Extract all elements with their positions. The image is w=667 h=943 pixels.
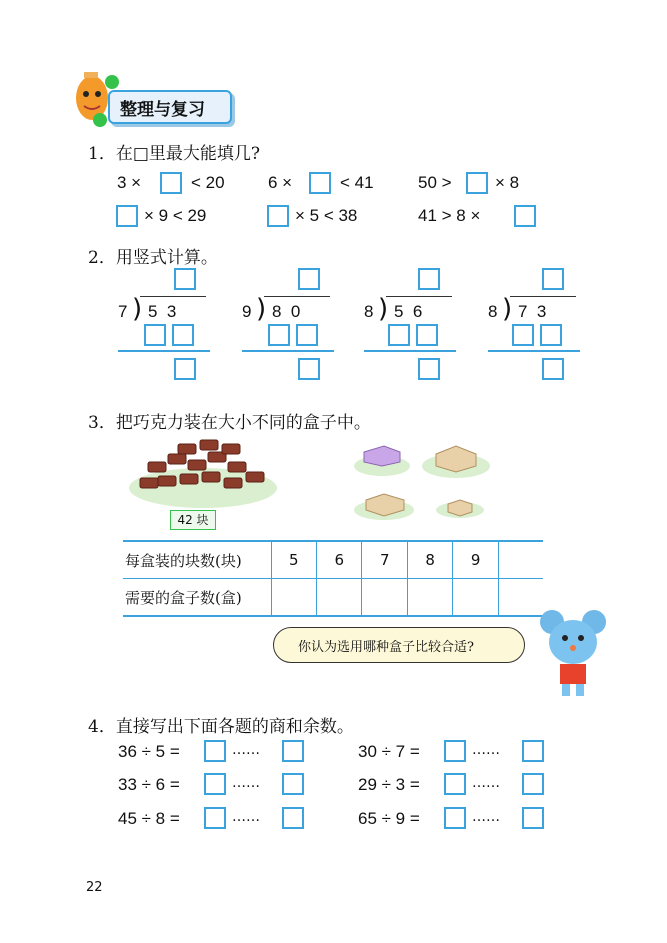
- q1-r2-c: 41 > 8 ×: [418, 206, 481, 225]
- q4-item: 33 ÷ 6 = ……: [118, 773, 318, 799]
- page-title-banner: [108, 90, 232, 124]
- q4-item: 36 ÷ 5 = ……: [118, 740, 318, 766]
- table-cell: 7: [362, 541, 407, 579]
- answer-box[interactable]: [309, 172, 331, 194]
- remainder-box[interactable]: [298, 358, 320, 380]
- row-header: 需要的盒子数(盒): [123, 579, 271, 617]
- answer-cell[interactable]: [453, 579, 498, 617]
- speech-text: 你认为选用哪种盒子比较合适?: [298, 640, 474, 655]
- divisor: 8: [488, 302, 498, 321]
- dividend: 8 0: [272, 302, 301, 321]
- box-table: [123, 540, 543, 617]
- remainder-box[interactable]: [418, 358, 440, 380]
- product-box[interactable]: [296, 324, 318, 346]
- q4-item: 65 ÷ 9 = ……: [358, 807, 558, 833]
- product-box[interactable]: [512, 324, 534, 346]
- quotient-box[interactable]: [204, 740, 226, 762]
- remainder-box[interactable]: [174, 358, 196, 380]
- product-box[interactable]: [388, 324, 410, 346]
- q4-label: 4．直接写出下面各题的商和余数。: [88, 717, 354, 737]
- long-division-2: 9 ) 8 0: [242, 268, 342, 386]
- answer-box[interactable]: [160, 172, 182, 194]
- answer-box[interactable]: [466, 172, 488, 194]
- q1-r2-a: × 9 < 29: [144, 206, 207, 225]
- dividend: 7 3: [518, 302, 547, 321]
- product-box[interactable]: [172, 324, 194, 346]
- table-cell: 9: [453, 541, 498, 579]
- remainder-box[interactable]: [522, 773, 544, 795]
- remainder-box[interactable]: [282, 740, 304, 762]
- quotient-box[interactable]: [542, 268, 564, 290]
- speech-bubble: [273, 627, 525, 663]
- answer-cell[interactable]: [317, 579, 362, 617]
- answer-cell[interactable]: [498, 579, 543, 617]
- dividend: 5 3: [148, 302, 177, 321]
- q1-r1-e: 50 >: [418, 173, 452, 192]
- quotient-box[interactable]: [444, 740, 466, 762]
- quotient-box[interactable]: [298, 268, 320, 290]
- dividend: 5 6: [394, 302, 423, 321]
- answer-box[interactable]: [116, 205, 138, 227]
- product-box[interactable]: [268, 324, 290, 346]
- gift-boxes-image: [352, 438, 492, 526]
- quotient-box[interactable]: [444, 773, 466, 795]
- product-box[interactable]: [144, 324, 166, 346]
- q4-item: 30 ÷ 7 = ……: [358, 740, 558, 766]
- q3-label: 3．把巧克力装在大小不同的盒子中。: [88, 413, 371, 433]
- q1-r1-c: 6 ×: [268, 173, 293, 192]
- q4-item: 29 ÷ 3 = ……: [358, 773, 558, 799]
- divisor: 7: [118, 302, 128, 321]
- long-division-4: 8 ) 7 3: [488, 268, 588, 386]
- quotient-box[interactable]: [174, 268, 196, 290]
- quotient-box[interactable]: [444, 807, 466, 829]
- product-box[interactable]: [416, 324, 438, 346]
- q2-label: 2．用竖式计算。: [88, 248, 218, 268]
- quotient-box[interactable]: [204, 773, 226, 795]
- row-header: 每盒装的块数(块): [123, 541, 271, 579]
- answer-cell[interactable]: [407, 579, 452, 617]
- page-number: 22: [86, 880, 103, 895]
- remainder-box[interactable]: [522, 807, 544, 829]
- q1-r1-f: × 8: [495, 173, 520, 192]
- chocolate-pile-image: [128, 432, 278, 510]
- product-box[interactable]: [540, 324, 562, 346]
- mouse-mascot-icon: [538, 608, 608, 700]
- candy-count-label: 42 块: [170, 510, 216, 530]
- q4-item: 45 ÷ 8 = ……: [118, 807, 318, 833]
- q1-r1-b: < 20: [191, 173, 225, 192]
- page-title: 整理与复习: [120, 100, 205, 120]
- quotient-box[interactable]: [418, 268, 440, 290]
- answer-box[interactable]: [267, 205, 289, 227]
- q1-label: 1．在□里最大能填几?: [88, 144, 260, 164]
- table-cell: 5: [271, 541, 316, 579]
- table-cell: 8: [407, 541, 452, 579]
- answer-box[interactable]: [514, 205, 536, 227]
- q1-r1-d: < 41: [340, 173, 374, 192]
- divisor: 9: [242, 302, 252, 321]
- q1-r2-b: × 5 < 38: [295, 206, 358, 225]
- remainder-box[interactable]: [522, 740, 544, 762]
- answer-cell[interactable]: [271, 579, 316, 617]
- q1-r1-a: 3 ×: [117, 173, 142, 192]
- divisor: 8: [364, 302, 374, 321]
- long-division-1: 7 ) 5 3: [118, 268, 218, 386]
- quotient-box[interactable]: [204, 807, 226, 829]
- remainder-box[interactable]: [542, 358, 564, 380]
- table-cell: [498, 541, 543, 579]
- long-division-3: 8 ) 5 6: [364, 268, 464, 386]
- remainder-box[interactable]: [282, 807, 304, 829]
- answer-cell[interactable]: [362, 579, 407, 617]
- table-cell: 6: [317, 541, 362, 579]
- remainder-box[interactable]: [282, 773, 304, 795]
